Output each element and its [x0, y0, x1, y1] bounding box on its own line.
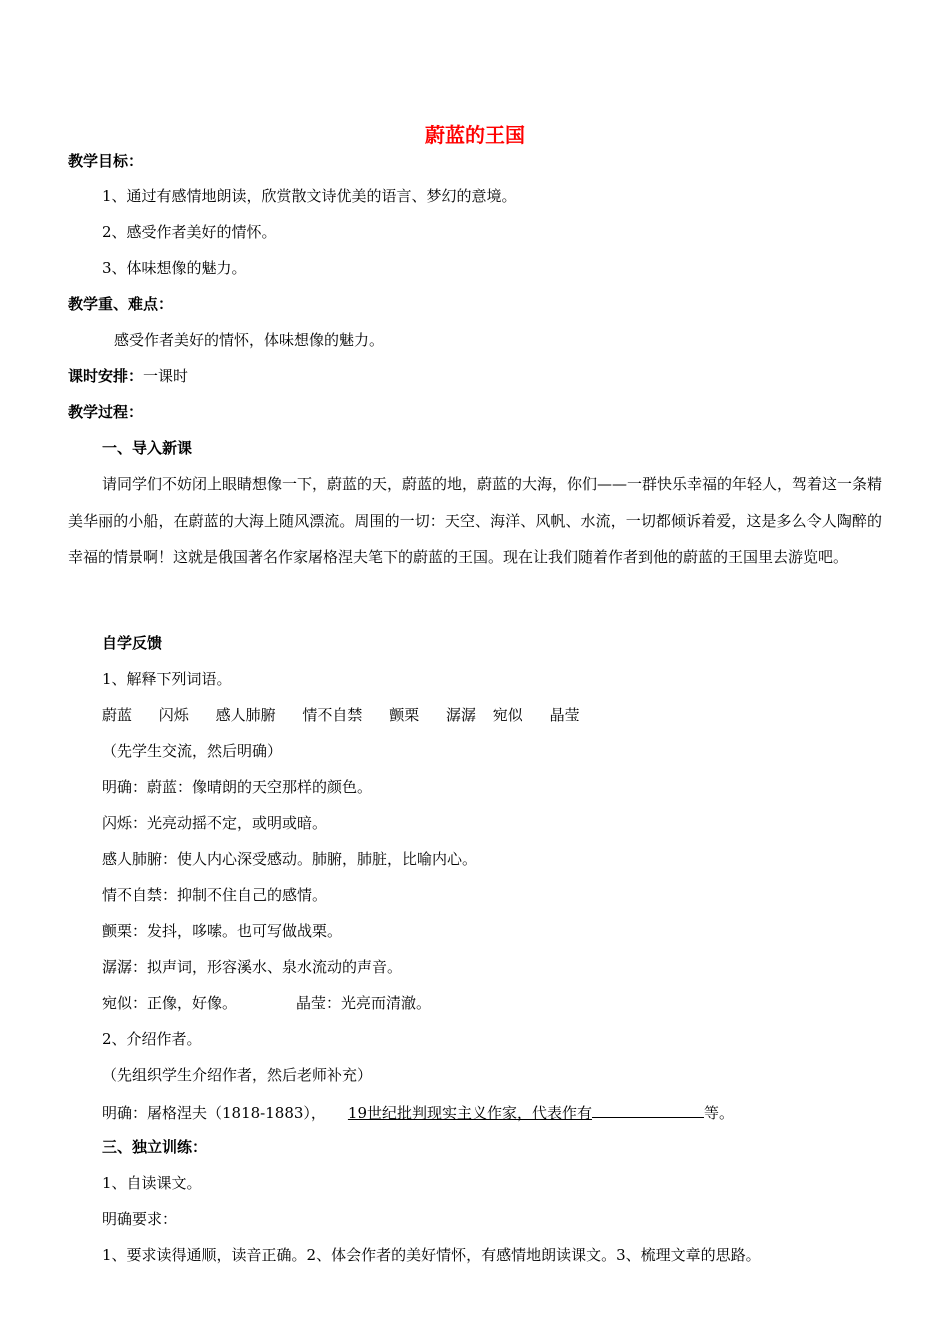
author-suffix: 等。: [704, 1104, 735, 1122]
author-prefix: 明确：屠格涅夫（1818-1883），: [102, 1104, 326, 1122]
document-title: 蔚蓝的王国: [425, 123, 525, 147]
definition-line: 感人肺腑：使人内心深受感动。肺腑，肺脏，比喻内心。: [102, 850, 478, 868]
key-points-text: 感受作者美好的情怀，体味想像的魅力。: [114, 331, 385, 349]
definition-line-jingying: 晶莹：光亮而清澈。: [296, 994, 432, 1012]
objective-item-3: 3、体味想像的魅力。: [102, 259, 247, 277]
self-study-note-2: （先组织学生介绍作者，然后老师补充）: [102, 1066, 373, 1084]
vocab-term: 晶莹: [549, 706, 580, 724]
definition-line: 情不自禁：抑制不住自己的感情。: [102, 886, 328, 904]
process-heading: 教学过程：: [68, 403, 144, 421]
intro-paragraph: 请同学们不妨闭上眼睛想像一下，蔚蓝的天，蔚蓝的地，蔚蓝的大海，你们——一群快乐幸福的年轻人，驾着这一条精美华丽的小船，在蔚蓝的大海上随风漂流。周围的一切：天空、海洋、风帆、水流，一切都倾诉着爱，这是多么令人陶醉的幸福的情景啊！这就是俄国著名作家屠格涅夫笔下的蔚蓝的王国。现在让我们随着作者到他的蔚蓝的王国里去游览吧。: [68, 475, 883, 567]
training-requirements-label: 明确要求：: [102, 1210, 178, 1228]
author-intro-underline: [326, 1104, 592, 1122]
definition-line-wansi: 宛似：正像，好像。: [102, 994, 238, 1012]
definition-line: 颤栗：发抖，哆嗦。也可写做战栗。: [102, 922, 343, 940]
training-requirements: 1、要求读得通顺，读音正确。2、体会作者的美好情怀，有感情地朗读课文。3、梳理文章的思路。: [102, 1246, 761, 1264]
vocabulary-terms: [102, 705, 602, 725]
training-heading: 三、独立训练：: [102, 1138, 208, 1156]
training-task-1: 1、自读课文。: [102, 1174, 202, 1192]
objective-item-1: 1、通过有感情地朗读，欣赏散文诗优美的语言、梦幻的意境。: [102, 187, 517, 205]
author-middle: 19世纪批判现实主义作家，代表作有: [347, 1104, 593, 1122]
vocab-term: 情不自禁: [302, 706, 363, 724]
vocab-term: 闪烁: [158, 706, 189, 724]
self-study-task-2: 2、介绍作者。: [102, 1030, 202, 1048]
author-line: [102, 1101, 734, 1123]
definition-line: 明确：蔚蓝：像晴朗的天空那样的颜色。: [102, 778, 373, 796]
schedule-line: [68, 366, 188, 386]
vocab-term: 潺潺: [445, 706, 476, 724]
vocab-term: 颤栗: [389, 706, 420, 724]
intro-heading: 一、导入新课: [102, 439, 193, 457]
vocab-term: 宛似: [492, 706, 523, 724]
author-fill-blank-2: [592, 1101, 704, 1118]
vocab-term: 感人肺腑: [215, 706, 276, 724]
author-fill-blank-1: [326, 1102, 348, 1118]
definition-line: 潺潺：拟声词，形容溪水、泉水流动的声音。: [102, 958, 403, 976]
self-study-heading: 自学反馈: [102, 634, 163, 652]
schedule-heading: 课时安排：: [68, 367, 144, 385]
objectives-heading: 教学目标：: [68, 152, 144, 170]
schedule-value: 一课时: [143, 367, 189, 385]
self-study-task-1: 1、解释下列词语。: [102, 670, 232, 688]
objective-item-2: 2、感受作者美好的情怀。: [102, 223, 277, 241]
self-study-note-1: （先学生交流，然后明确）: [102, 742, 283, 760]
definition-line: 闪烁：光亮动摇不定，或明或暗。: [102, 814, 328, 832]
key-points-heading: 教学重、难点：: [68, 295, 174, 313]
vocab-term: 蔚蓝: [102, 706, 133, 724]
